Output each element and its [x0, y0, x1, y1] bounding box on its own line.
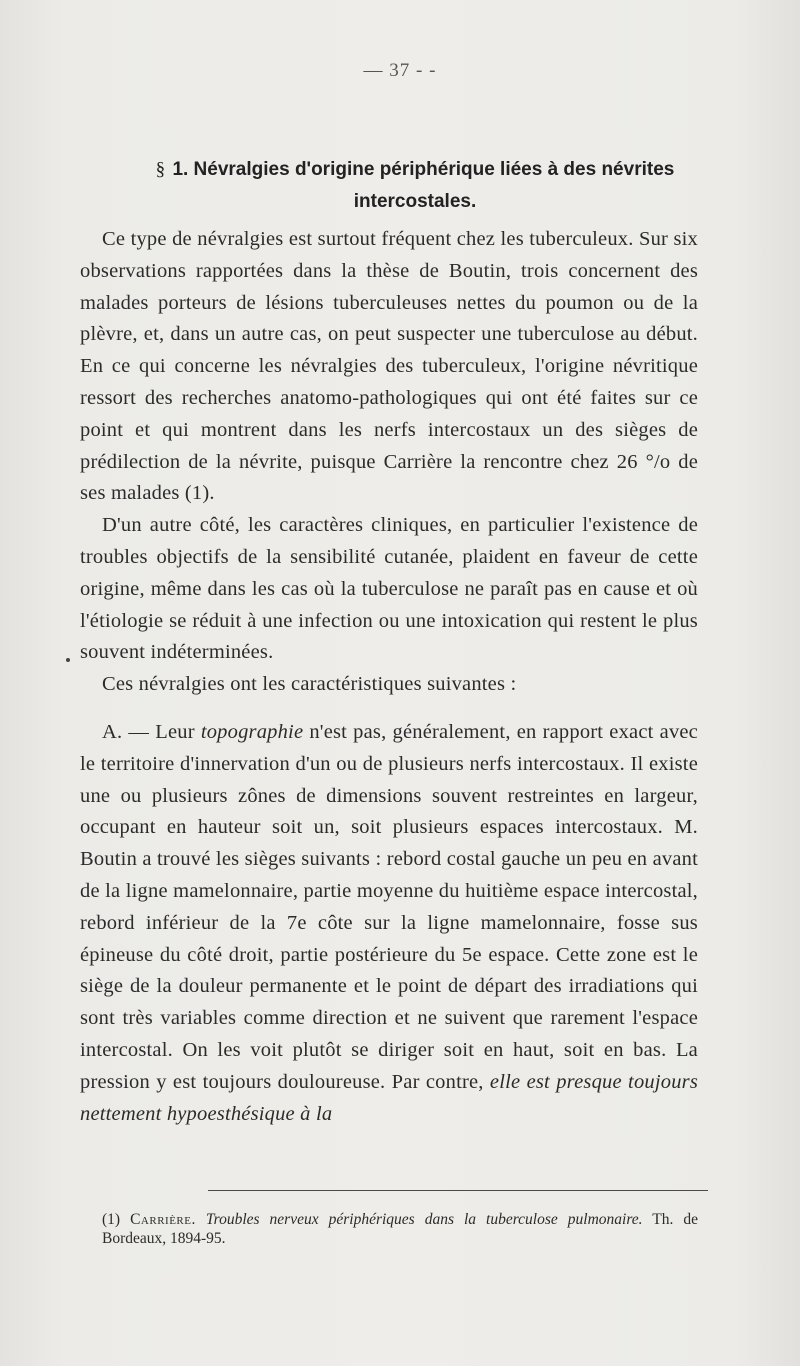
- footnote-line: [80, 1210, 698, 1248]
- paragraph-4-lead: A. — Leur: [102, 720, 201, 743]
- footnote-divider: [208, 1190, 708, 1191]
- paragraph-4-italic-end: elle est presque toujours nettement hypoesthésique à la: [80, 1070, 698, 1125]
- section-title-text: 1. Névralgies d'origine périphérique liées à des névrites intercostales.: [172, 159, 675, 212]
- print-speck: [66, 658, 70, 662]
- paragraph-2: D'un autre côté, les caractères cliniques, en particulier l'existence de troubles objectifs de la sensibilité cutanée, plaident en faveur de cette origine, même dans les cas où la tuberculose ne paraît pas en cause et où l'étiologie se réduit à une infection ou une intoxication qui restent le plus souvent indéterminées.: [80, 514, 698, 664]
- section-sign: §: [155, 159, 166, 180]
- paragraph-4-italic-term: topographie: [200, 720, 304, 743]
- paragraph-3: Ces névralgies ont les caractéristiques suivantes :: [102, 673, 517, 696]
- footnote: [80, 1210, 698, 1248]
- footnote-marker: (1): [102, 1211, 121, 1228]
- paragraph-4: [80, 717, 698, 1130]
- section-title: [95, 154, 735, 218]
- paragraph-1: Ce type de névralgies est surtout fréquent chez les tuberculeux. Sur six observations rapportées dans la thèse de Boutin, trois concernent des malades porteurs de lésions tuberculeuses nettes du poumon ou de la plèvre, et, dans un autre cas, on peut suspecter une tuberculose au début. En ce qui concerne les névralgies des tuberculeux, l'origine névritique ressort des recherches anatomo-pathologiques qui ont été faites sur ce point et qui montrent dans les nerfs intercostaux un des sièges de prédilection de la névrite, puisque Carrière la rencontre chez 26 °/o de ses malades (1).: [80, 228, 698, 505]
- footnote-ref: Th. de Bordeaux, 1894-95.: [102, 1211, 698, 1247]
- paragraph-4-body: n'est pas, généralement, en rapport exact avec le territoire d'innervation d'un ou de plusieurs nerfs intercostaux. Il existe une ou plusieurs zônes de dimensions souvent restreintes en largeur, occupant en hauteur soit un, soit plusieurs espaces intercostaux. M. Boutin a trouvé les sièges suivants : rebord costal gauche un peu en avant de la ligne mamelonnaire, partie moyenne du huitième espace intercostal, rebord inférieur de la 7e côte sur la ligne mamelonnaire, fosse sus épineuse du côté droit, partie postérieure du 5e espace. Cette zone est le siège de la douleur permanente et le point de départ des irradiations qui sont très variables comme direction et ne suivent que rarement l'espace intercostal. On les voit plutôt se diriger soit en haut, soit en bas. La pression y est toujours douloureuse. Par contre,: [80, 720, 698, 1093]
- body-text: [80, 224, 698, 1130]
- footnote-author: Carrière.: [130, 1211, 196, 1228]
- page-number: — 37 - -: [363, 60, 437, 81]
- footnote-title: Troubles nerveux périphériques dans la tuberculose pulmonaire.: [205, 1211, 643, 1228]
